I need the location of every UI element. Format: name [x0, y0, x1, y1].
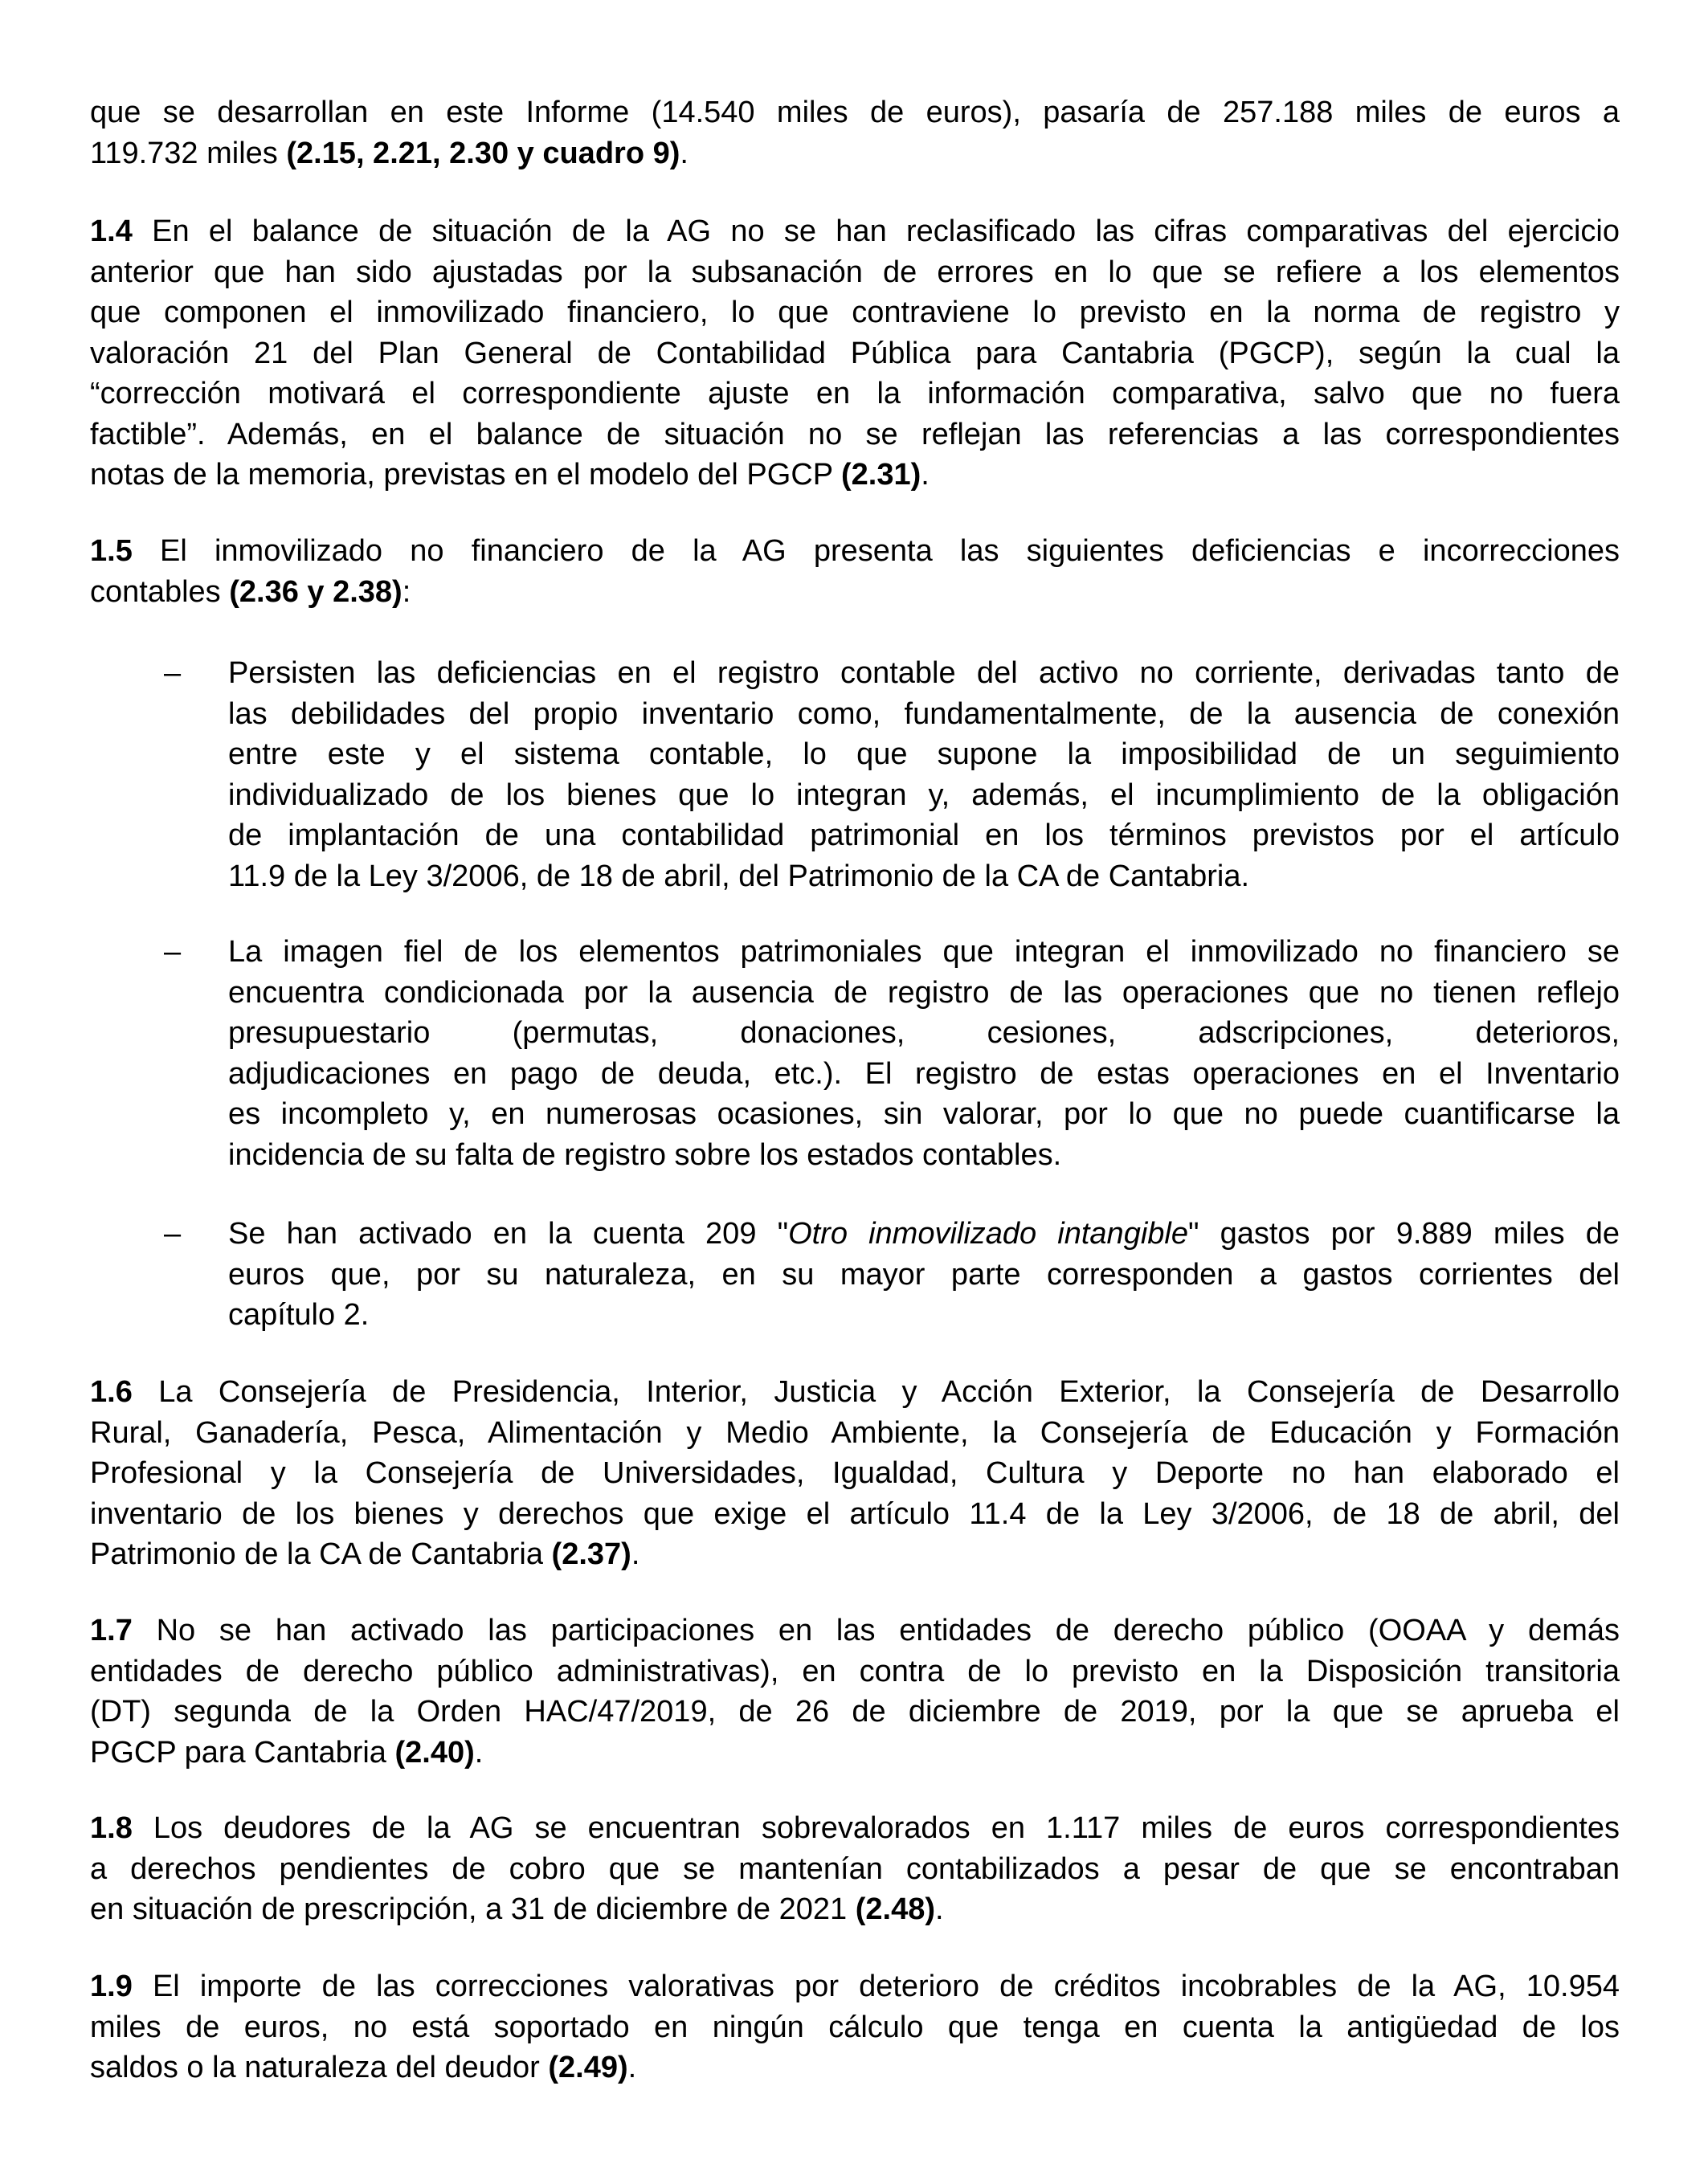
bold-reference: 1.4	[90, 214, 133, 248]
text-segment: :	[402, 574, 411, 609]
text-segment: .	[474, 1735, 484, 1770]
text-line	[90, 1692, 1620, 1733]
text-line	[228, 694, 1620, 735]
bold-reference: (2.15, 2.21, 2.30 y cuadro 9)	[286, 136, 680, 170]
text-line	[228, 775, 1620, 816]
text-line	[228, 932, 1620, 973]
text-segment: 119.732 miles	[90, 136, 287, 170]
text-segment: " gastos por 9.889 miles de	[1187, 1217, 1620, 1251]
bold-reference: (2.37)	[551, 1537, 631, 1571]
text-segment: es incompleto y, en numerosas ocasiones, sin valorar, por lo que no puede cuantificarse la	[228, 1097, 1620, 1131]
text-line	[90, 211, 1620, 252]
text-segment: en situación de prescripción, a 31 de diciembre de 2021	[90, 1892, 856, 1926]
text-segment: Persisten las deficiencias en el registro contable del activo no corriente, derivadas tanto de	[228, 656, 1620, 690]
text-line	[228, 1013, 1620, 1054]
text-line	[228, 1094, 1620, 1135]
text-segment: individualizado de los bienes que lo integran y, además, el incumplimiento de la obligación	[228, 778, 1620, 812]
text-line	[90, 92, 1620, 133]
text-segment: El importe de las correcciones valorativas por deterioro de créditos incobrables de la AG, 10.954	[132, 1970, 1620, 2003]
text-segment: a derechos pendientes de cobro que se mantenían contabilizados a pesar de que se encontraban	[90, 1851, 1620, 1886]
bullet-item	[164, 653, 1620, 896]
bold-reference: (2.40)	[394, 1735, 475, 1770]
text-line	[228, 1054, 1620, 1095]
text-segment: notas de la memoria, previstas en el modelo del PGCP	[90, 458, 841, 492]
paragraph	[90, 211, 1620, 496]
text-line	[228, 653, 1620, 694]
text-segment: Rural, Ganadería, Pesca, Alimentación y Medio Ambiente, la Consejería de Educación y Formación	[90, 1415, 1620, 1450]
text-line	[90, 455, 1620, 496]
text-line	[90, 572, 1620, 613]
text-segment: .	[631, 1537, 640, 1571]
text-line	[90, 1413, 1620, 1454]
text-line	[90, 1849, 1620, 1890]
text-line	[90, 1453, 1620, 1494]
bold-reference: (2.36 y 2.38)	[229, 574, 402, 609]
text-segment: incidencia de su falta de registro sobre los estados contables.	[228, 1137, 1062, 1172]
bold-reference: (2.48)	[855, 1892, 935, 1926]
text-segment: La Consejería de Presidencia, Interior, Justicia y Acción Exterior, la Consejería de Desarrollo	[132, 1375, 1620, 1409]
text-segment: presupuestario (permutas, donaciones, cesiones, adscripciones, deterioros,	[228, 1016, 1620, 1050]
text-segment: de implantación de una contabilidad patrimonial en los términos previstos por el artículo	[228, 818, 1620, 852]
text-segment: entre este y el sistema contable, lo que supone la imposibilidad de un seguimiento	[228, 737, 1620, 771]
bold-reference: 1.6	[90, 1375, 133, 1409]
text-line	[90, 1889, 1620, 1930]
text-line	[228, 734, 1620, 775]
text-line	[90, 133, 1620, 174]
text-line	[228, 856, 1620, 897]
text-segment: No se han activado las participaciones en las entidades de derecho público (OOAA y demás	[132, 1614, 1620, 1647]
bold-reference: 1.9	[90, 1970, 133, 2003]
bold-reference: (2.49)	[548, 2051, 628, 2084]
text-segment: saldos o la naturaleza del deudor	[90, 2051, 549, 2084]
text-segment: euros que, por su naturaleza, en su mayor parte corresponden a gastos corrientes del	[228, 1257, 1620, 1292]
paragraph	[90, 92, 1620, 173]
text-segment: Profesional y la Consejería de Universidades, Igualdad, Cultura y Deporte no han elaborado el	[90, 1456, 1620, 1490]
bold-reference: 1.5	[90, 534, 133, 568]
text-segment: 11.9 de la Ley 3/2006, de 18 de abril, del Patrimonio de la CA de Cantabria.	[228, 859, 1250, 893]
dash-bullet-icon: –	[164, 656, 182, 690]
text-line	[228, 973, 1620, 1014]
paragraph	[90, 1610, 1620, 1773]
text-segment: .	[921, 458, 930, 492]
text-line	[228, 1295, 1620, 1336]
text-segment: (DT) segunda de la Orden HAC/47/2019, de 26 de diciembre de 2019, por la que se aprueba el	[90, 1695, 1620, 1729]
text-segment: que se desarrollan en este Informe (14.540 miles de euros), pasaría de 257.188 miles de euros a	[90, 96, 1620, 129]
text-line	[90, 1372, 1620, 1413]
bullet-item	[164, 1214, 1620, 1336]
text-line	[90, 333, 1620, 374]
text-segment: inventario de los bienes y derechos que exige el artículo 11.4 de la Ley 3/2006, de 18 de abril, del	[90, 1496, 1620, 1531]
paragraph	[90, 531, 1620, 612]
text-line	[90, 1610, 1620, 1651]
dash-bullet-icon: –	[164, 1217, 182, 1251]
paragraph	[90, 1966, 1620, 2088]
text-segment: capítulo 2.	[228, 1298, 370, 1332]
bullet-item	[164, 932, 1620, 1175]
text-segment: .	[680, 136, 689, 170]
bold-reference: 1.8	[90, 1811, 133, 1845]
text-segment: Se han activado en la cuenta 209 "	[228, 1217, 789, 1251]
text-line	[90, 414, 1620, 455]
text-line	[90, 1651, 1620, 1692]
italic-text: Otro inmovilizado intangible	[788, 1217, 1188, 1251]
text-segment: .	[935, 1892, 944, 1926]
text-line	[90, 252, 1620, 293]
text-line	[90, 292, 1620, 333]
text-segment: .	[627, 2051, 637, 2084]
text-segment: anterior que han sido ajustadas por la subsanación de errores en lo que se refiere a los elementos	[90, 255, 1620, 289]
paragraph	[90, 1372, 1620, 1575]
text-segment: valoración 21 del Plan General de Contabilidad Pública para Cantabria (PGCP), según la cual la	[90, 336, 1620, 370]
text-segment: Los deudores de la AG se encuentran sobrevalorados en 1.117 miles de euros correspondientes	[132, 1811, 1620, 1845]
bold-reference: (2.31)	[841, 458, 921, 492]
text-segment: contables	[90, 574, 230, 609]
text-segment: adjudicaciones en pago de deuda, etc.). El registro de estas operaciones en el Inventario	[228, 1056, 1620, 1091]
text-segment: factible”. Además, en el balance de situación no se reflejan las referencias a las correspondientes	[90, 417, 1620, 451]
text-line	[90, 531, 1620, 572]
text-line	[90, 1494, 1620, 1535]
text-segment: encuentra condicionada por la ausencia de registro de las operaciones que no tienen reflejo	[228, 975, 1620, 1010]
text-line	[90, 1966, 1620, 2007]
text-segment: que componen el inmovilizado financiero, lo que contraviene lo previsto en la norma de registro y	[90, 296, 1620, 329]
text-line	[90, 1534, 1620, 1575]
text-line	[90, 1733, 1620, 1774]
text-segment: “corrección motivará el correspondiente ajuste en la información comparativa, salvo que no fuera	[90, 377, 1620, 410]
text-line	[228, 1255, 1620, 1296]
text-segment: La imagen fiel de los elementos patrimoniales que integran el inmovilizado no financiero se	[228, 935, 1620, 969]
dash-bullet-icon: –	[164, 935, 182, 969]
text-segment: entidades de derecho público administrativas), en contra de lo previsto en la Disposición transitoria	[90, 1654, 1620, 1688]
text-line	[90, 2007, 1620, 2048]
text-segment: las debilidades del propio inventario como, fundamentalmente, de la ausencia de conexión	[228, 696, 1620, 731]
text-line	[90, 1808, 1620, 1849]
bold-reference: 1.7	[90, 1614, 133, 1647]
text-line	[90, 2047, 1620, 2088]
text-line	[228, 1214, 1620, 1255]
text-line	[90, 374, 1620, 414]
text-segment: El inmovilizado no financiero de la AG presenta las siguientes deficiencias e incorrecciones	[132, 534, 1620, 568]
text-segment: miles de euros, no está soportado en ningún cálculo que tenga en cuenta la antigüedad de los	[90, 2010, 1620, 2044]
text-segment: Patrimonio de la CA de Cantabria	[90, 1537, 552, 1571]
text-line	[228, 815, 1620, 856]
text-segment: En el balance de situación de la AG no se han reclasificado las cifras comparativas del ejercicio	[132, 214, 1620, 248]
text-line	[228, 1135, 1620, 1176]
paragraph	[90, 1808, 1620, 1930]
text-segment: PGCP para Cantabria	[90, 1735, 395, 1770]
